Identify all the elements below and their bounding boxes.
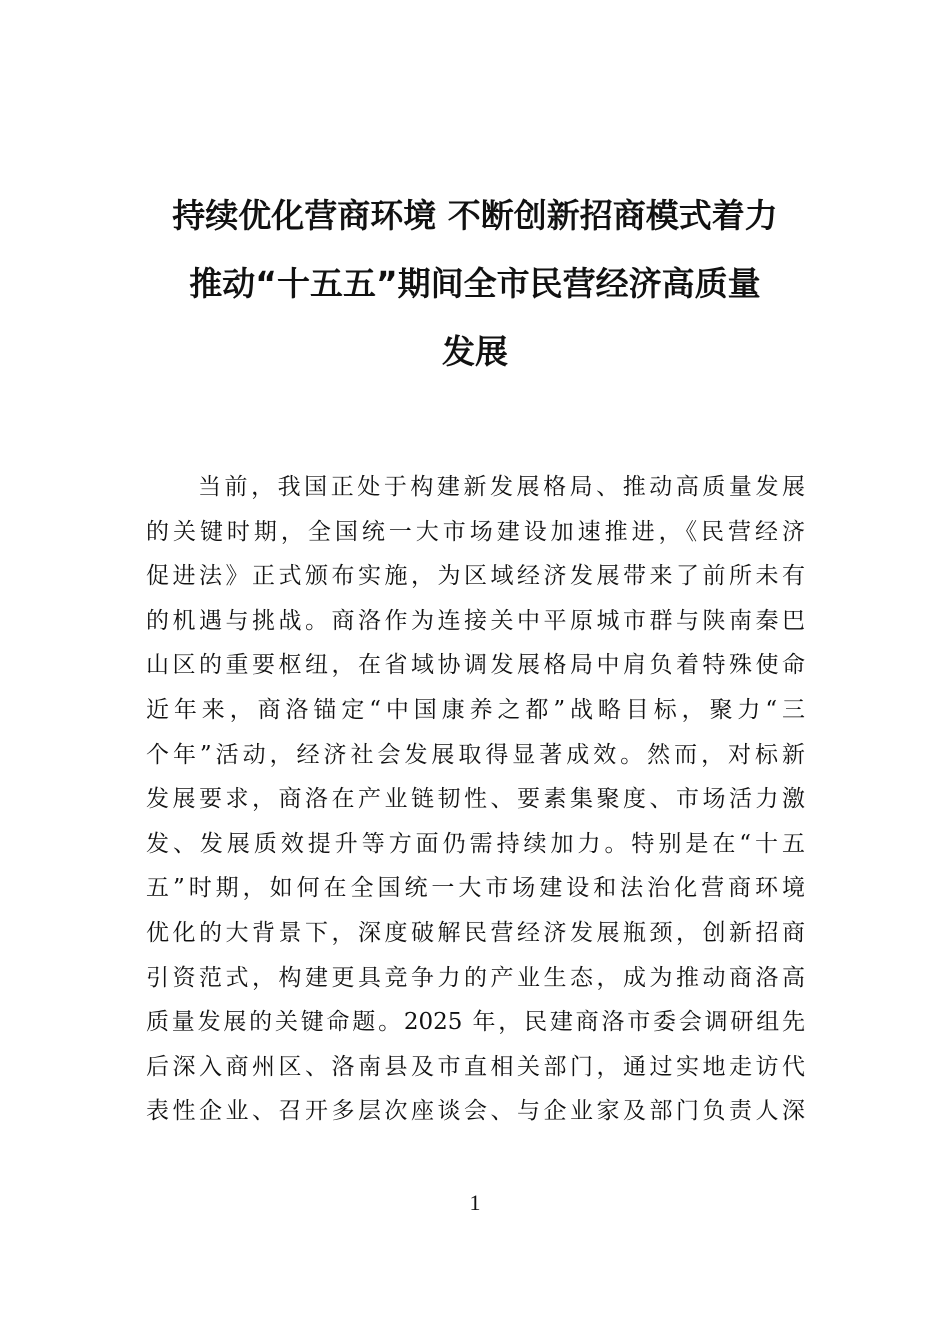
body-line: 引资范式，构建更具竞争力的产业生态，成为推动商洛高 <box>146 964 805 991</box>
document-title <box>0 196 950 400</box>
body-line: 优化的大背景下，深度破解民营经济发展瓶颈，创新招商 <box>146 919 805 946</box>
body-line: 的机遇与挑战。商洛作为连接关中平原城市群与陕南秦巴 <box>146 607 805 634</box>
body-line: 的关键时期，全国统一大市场建设加速推进，《民营经济 <box>146 518 805 545</box>
page-number: 1 <box>469 1190 481 1215</box>
body-line: 山区的重要枢纽，在省域协调发展格局中肩负着特殊使命 <box>146 652 805 679</box>
title-line: 发展 <box>442 332 508 371</box>
body-paragraph <box>146 470 805 1139</box>
body-line: 个年”活动，经济社会发展取得显著成效。然而，对标新 <box>146 741 805 768</box>
body-line: 发展要求，商洛在产业链韧性、要素集聚度、市场活力激 <box>146 786 805 813</box>
body-line: 质量发展的关键命题。2025 年，民建商洛市委会调研组先 <box>146 1009 805 1036</box>
body-line: 五”时期，如何在全国统一大市场建设和法治化营商环境 <box>146 875 805 902</box>
body-line: 后深入商州区、洛南县及市直相关部门，通过实地走访代 <box>146 1053 805 1080</box>
body-line: 近年来，商洛锚定“中国康养之都”战略目标，聚力“三 <box>146 696 805 723</box>
title-line: 持续优化营商环境 不断创新招商模式着力 <box>172 196 778 235</box>
body-line: 表性企业、召开多层次座谈会、与企业家及部门负责人深 <box>146 1098 805 1125</box>
body-line: 发、发展质效提升等方面仍需持续加力。特别是在“十五 <box>146 830 805 857</box>
body-line: 促进法》正式颁布实施，为区域经济发展带来了前所未有 <box>146 563 805 590</box>
title-line: 推动“十五五”期间全市民营经济高质量 <box>189 264 761 303</box>
body-line: 当前，我国正处于构建新发展格局、推动高质量发展 <box>198 474 805 500</box>
